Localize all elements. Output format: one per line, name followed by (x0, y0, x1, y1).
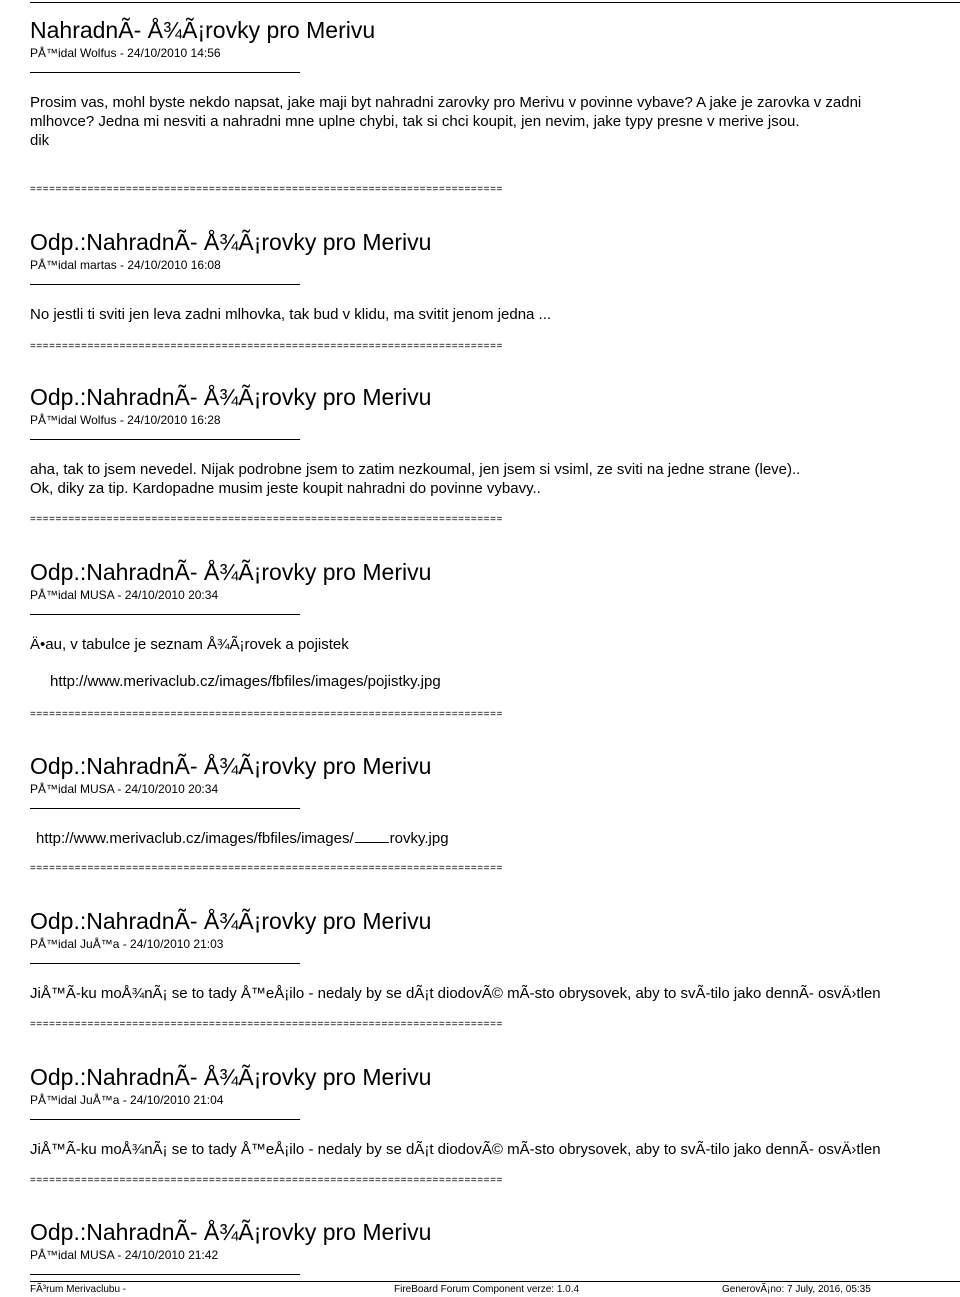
link-suffix: rovky.jpg (389, 830, 449, 847)
footer-rule (30, 1281, 960, 1282)
link-blank (355, 830, 389, 843)
post-title: Odp.:NahradnÃ- Å¾Ã¡rovky pro Merivu (30, 559, 432, 585)
top-rule (30, 2, 960, 3)
link-prefix: http://www.merivaclub.cz/images/fbfiles/images/ (36, 830, 354, 847)
post-body: Prosim vas, mohl byste nekdo napsat, jake maji byt nahradni zarovky pro Merivu v povinne vybave? A jake je zarovka v zadni mlhovce? Jedna mi nesviti a nahradni mne uplne chybi, tak si chci koupit, jen nevim, jake typy presne v merive jsou. dik (30, 94, 862, 149)
separator: ========================================================================== (30, 1020, 503, 1030)
separator: ========================================================================== (30, 710, 503, 720)
post-meta: PÅ™idal MUSA - 24/10/2010 20:34 (30, 782, 219, 796)
image-link[interactable]: http://www.merivaclub.cz/images/fbfiles/images/pojistky.jpg (50, 673, 441, 690)
meta-rule (30, 614, 300, 615)
meta-rule (30, 1119, 300, 1120)
post-title: Odp.:NahradnÃ- Å¾Ã¡rovky pro Merivu (30, 753, 432, 779)
meta-rule (30, 1274, 300, 1275)
post-meta: PÅ™idal martas - 24/10/2010 16:08 (30, 258, 221, 272)
post-body: JiÅ™Ã-ku moÅ¾nÃ¡ se to tady Å™eÅ¡ilo - nedaly by se dÃ¡t diodovÃ© mÃ-sto obrysovek, aby to svÃ-tilo jako dennÃ- osvÄ›tlen (30, 1141, 881, 1158)
post-title: NahradnÃ- Å¾Ã¡rovky pro Merivu (30, 17, 376, 43)
post-body: aha, tak to jsem nevedel. Nijak podrobne jsem to zatim nezkoumal, jen jsem si vsiml, ze sviti na jedne strane (leve).. Ok, diky za tip. Kardopadne musim jeste koupit nahradni do povinne vybavy.. (30, 461, 801, 497)
post-6 (30, 908, 960, 1003)
post-body: Ä•au, v tabulce je seznam Å¾Ã¡rovek a pojistek (30, 636, 349, 653)
meta-rule (30, 808, 300, 809)
image-link[interactable] (30, 829, 960, 848)
post-meta: PÅ™idal MUSA - 24/10/2010 21:42 (30, 1248, 219, 1262)
footer-generated: GenerovÃ¡no: 7 July, 2016, 05:35 (722, 1284, 871, 1295)
post-5 (30, 753, 960, 848)
post-meta: PÅ™idal MUSA - 24/10/2010 20:34 (30, 588, 219, 602)
post-title: Odp.:NahradnÃ- Å¾Ã¡rovky pro Merivu (30, 384, 432, 410)
separator: ========================================================================== (30, 185, 503, 195)
post-body: JiÅ™Ã-ku moÅ¾nÃ¡ se to tady Å™eÅ¡ilo - nedaly by se dÃ¡t diodovÃ© mÃ-sto obrysovek, aby to svÃ-tilo jako dennÃ- osvÄ›tlen (30, 985, 881, 1002)
post-meta: PÅ™idal JuÅ™a - 24/10/2010 21:03 (30, 937, 224, 951)
post-body: No jestli ti sviti jen leva zadni mlhovka, tak bud v klidu, ma svitit jenom jedna ... (30, 306, 552, 323)
post-1 (30, 17, 960, 150)
separator: ========================================================================== (30, 342, 503, 352)
post-title: Odp.:NahradnÃ- Å¾Ã¡rovky pro Merivu (30, 1219, 432, 1245)
separator: ========================================================================== (30, 515, 503, 525)
post-title: Odp.:NahradnÃ- Å¾Ã¡rovky pro Merivu (30, 1064, 432, 1090)
post-2 (30, 229, 960, 324)
post-meta: PÅ™idal Wolfus - 24/10/2010 14:56 (30, 46, 221, 60)
meta-rule (30, 72, 300, 73)
footer-forum-name: FÃ³rum Merivaclubu - (30, 1284, 127, 1295)
post-4 (30, 559, 960, 691)
post-meta: PÅ™idal JuÅ™a - 24/10/2010 21:04 (30, 1093, 224, 1107)
meta-rule (30, 284, 300, 285)
separator: ========================================================================== (30, 1176, 503, 1186)
post-title: Odp.:NahradnÃ- Å¾Ã¡rovky pro Merivu (30, 908, 432, 934)
post-title: Odp.:NahradnÃ- Å¾Ã¡rovky pro Merivu (30, 229, 432, 255)
post-meta: PÅ™idal Wolfus - 24/10/2010 16:28 (30, 413, 221, 427)
footer-component: FireBoard Forum Component verze: 1.0.4 (394, 1284, 580, 1295)
post-8 (30, 1219, 960, 1275)
meta-rule (30, 963, 300, 964)
separator: ========================================================================== (30, 864, 503, 874)
post-3 (30, 384, 960, 498)
post-7 (30, 1064, 960, 1159)
meta-rule (30, 439, 300, 440)
